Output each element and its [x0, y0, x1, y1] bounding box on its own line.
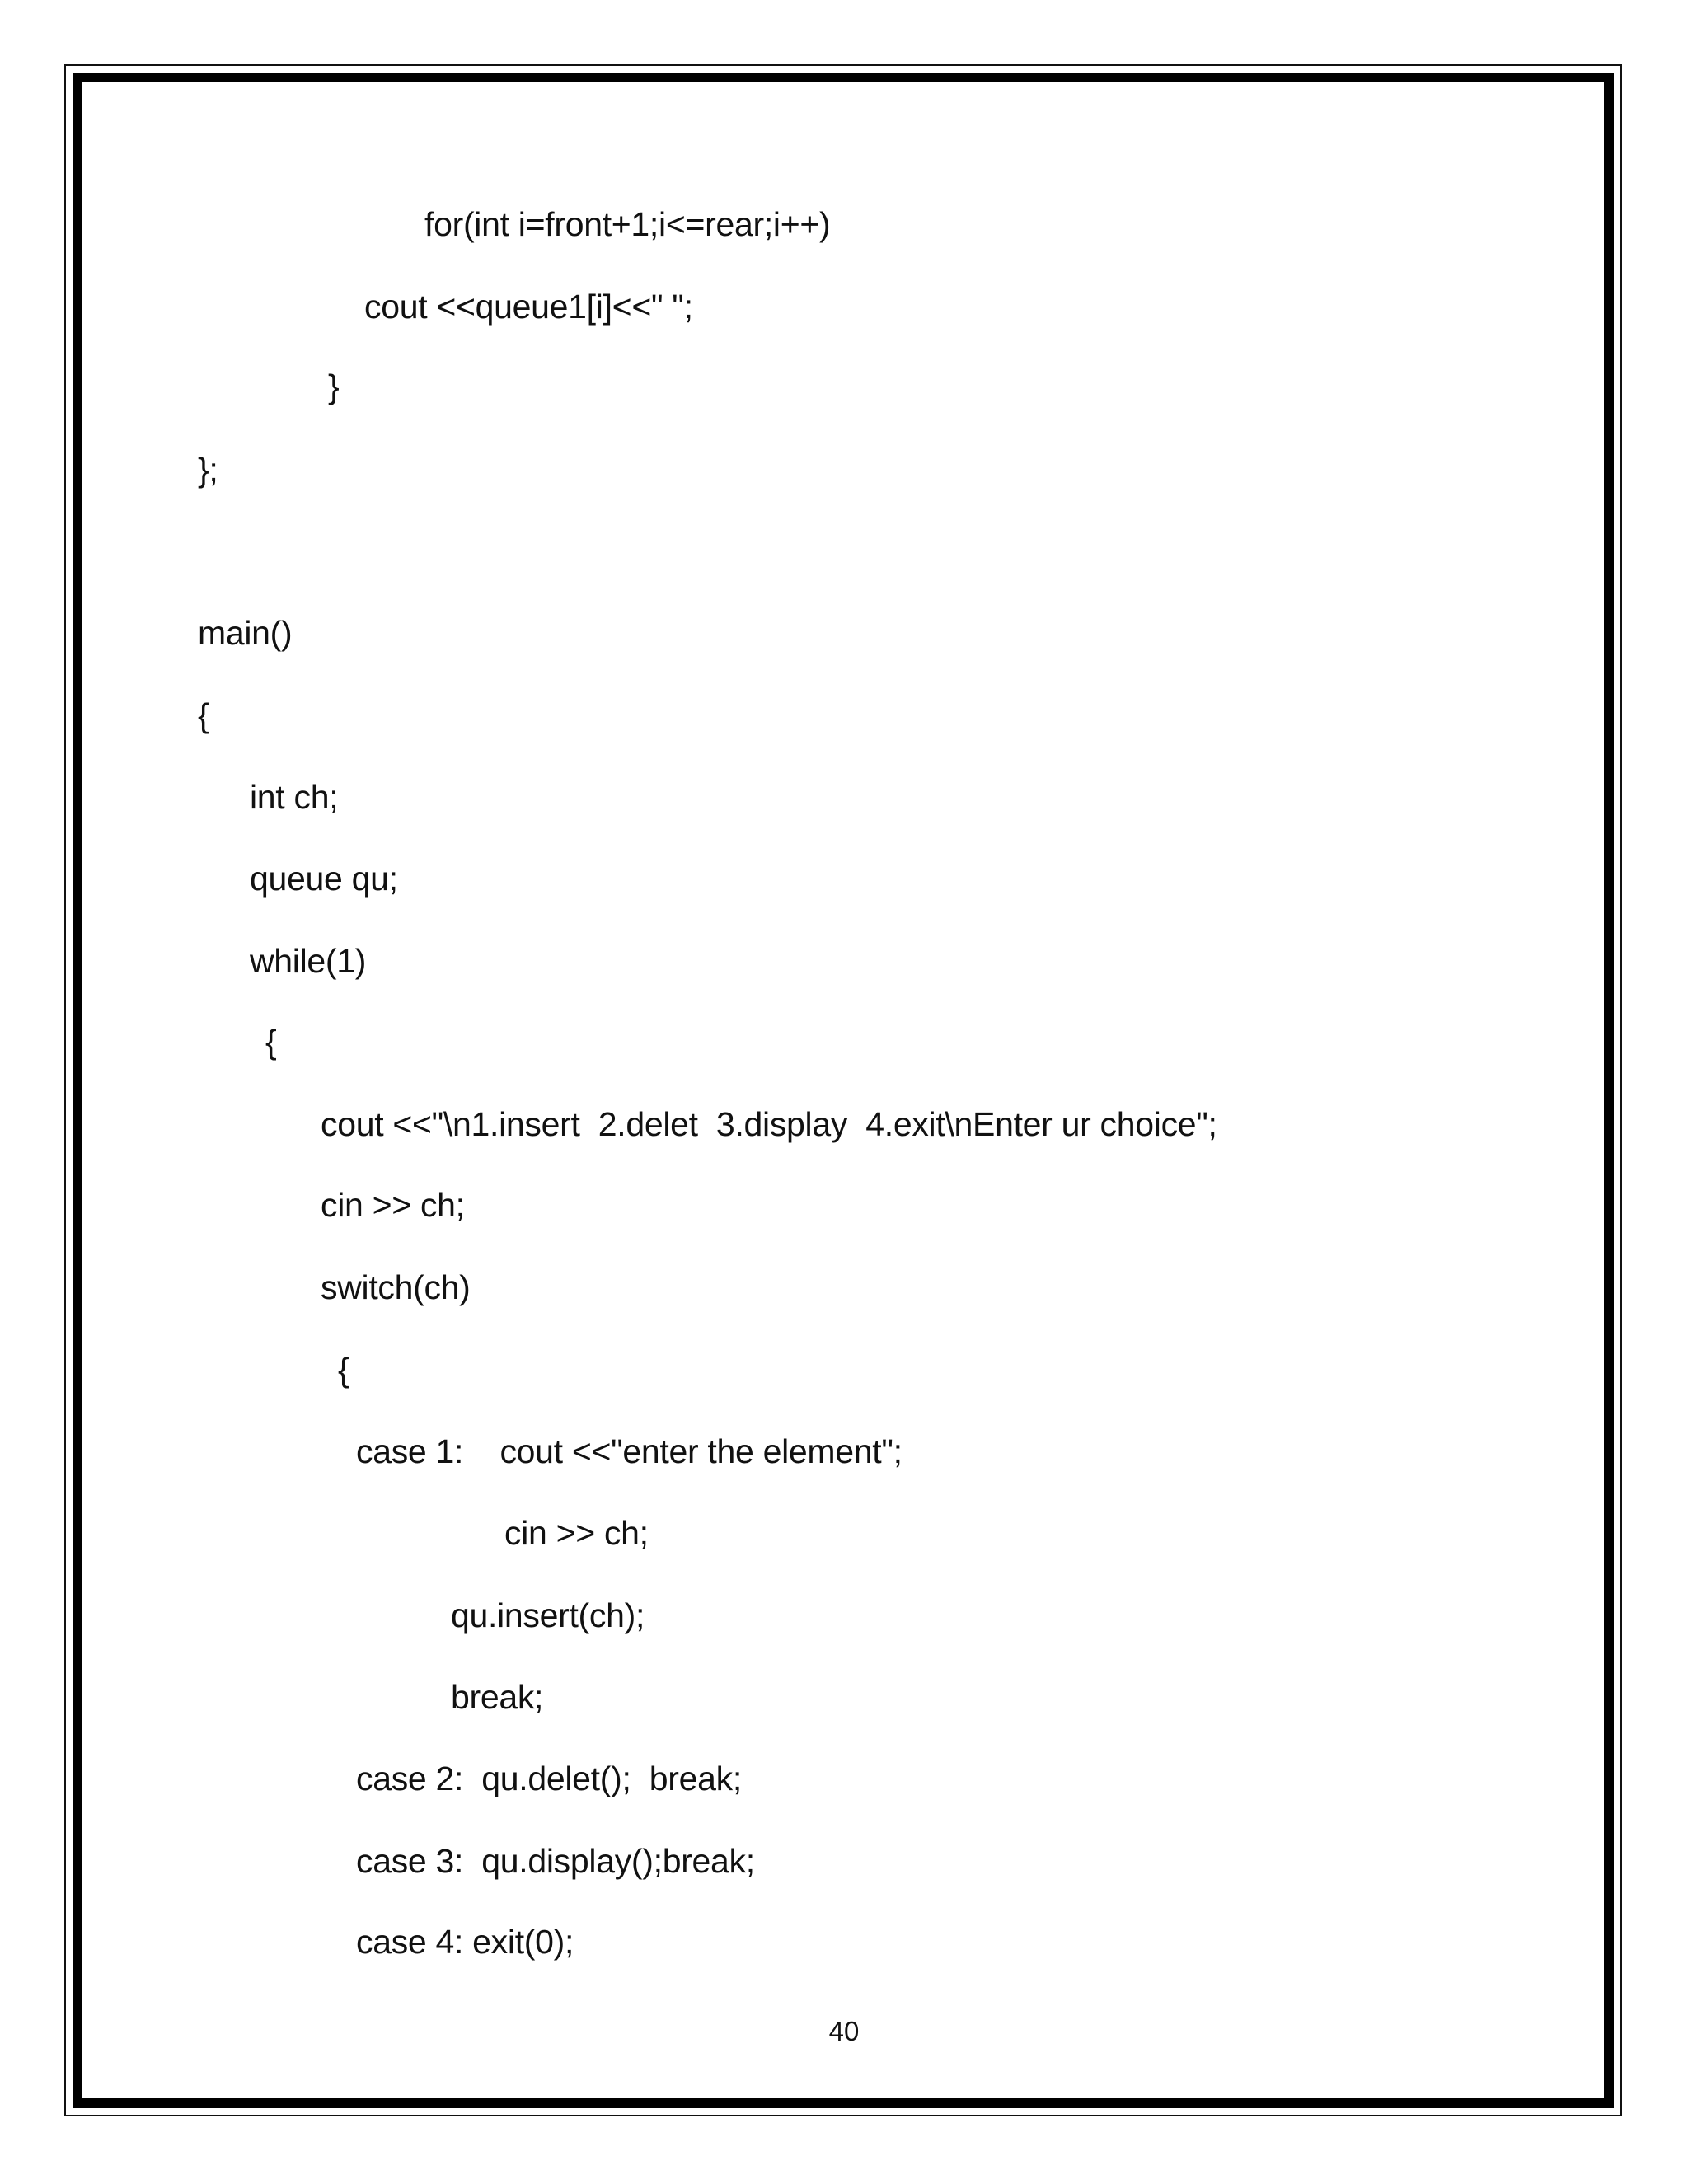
code-line: }; — [198, 451, 218, 489]
code-line: switch(ch) — [321, 1268, 471, 1306]
page-border-inner — [73, 73, 1614, 2108]
code-line: queue qu; — [250, 860, 398, 898]
code-line: case 1: cout <<"enter the element"; — [356, 1432, 903, 1470]
code-line: case 4: exit(0); — [356, 1923, 574, 1961]
code-line: { — [265, 1023, 277, 1061]
code-line: { — [198, 696, 209, 734]
code-line: { — [338, 1351, 349, 1389]
code-line: cin >> ch; — [321, 1186, 465, 1224]
code-line: cout <<"\n1.insert 2.delet 3.display 4.exit\nEnter ur choice"; — [321, 1105, 1217, 1143]
code-line: qu.insert(ch); — [451, 1596, 645, 1634]
code-line: main() — [198, 614, 293, 652]
page-number: 40 — [828, 2016, 860, 2046]
code-line: while(1) — [250, 942, 367, 980]
code-line: cin >> ch; — [504, 1514, 649, 1552]
code-line: } — [328, 368, 340, 405]
code-line: cout <<queue1[i]<<" "; — [364, 288, 693, 326]
code-line: int ch; — [250, 778, 339, 816]
code-line: case 3: qu.display();break; — [356, 1842, 755, 1880]
code-line: case 2: qu.delet(); break; — [356, 1760, 742, 1797]
code-line: break; — [451, 1678, 544, 1716]
code-line: for(int i=front+1;i<=rear;i++) — [424, 205, 831, 243]
